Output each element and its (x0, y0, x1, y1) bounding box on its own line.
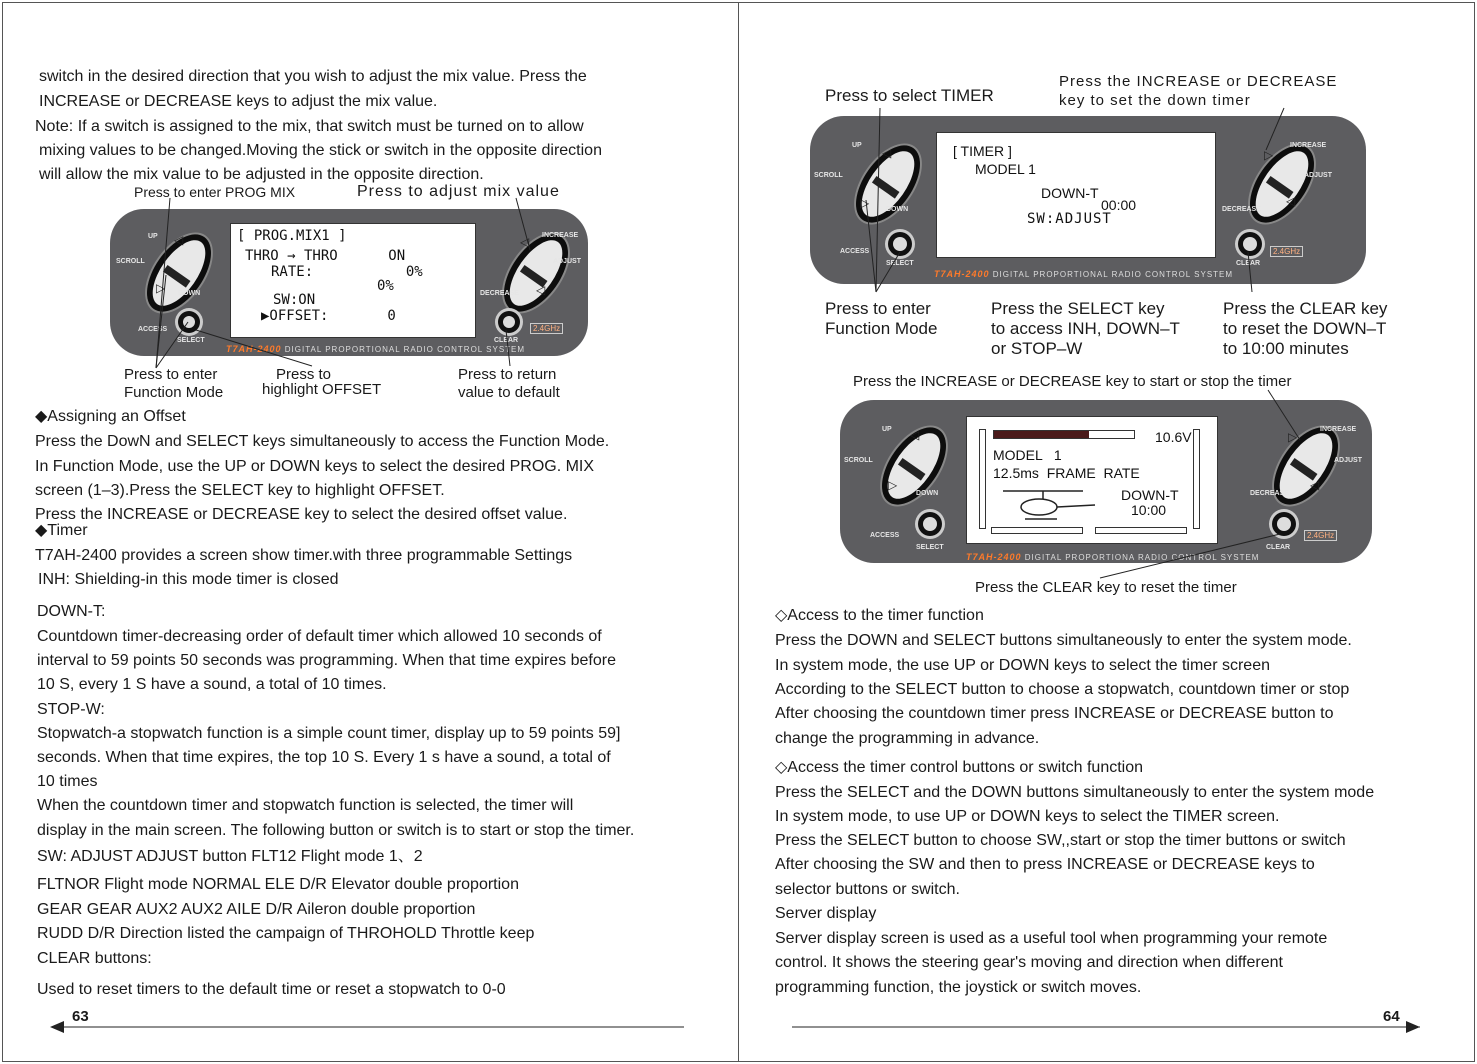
body-line: 10 S, every 1 S have a sound, a total of 10 times. (37, 676, 387, 693)
label-select: SELECT (177, 337, 205, 344)
intro-line: switch in the desired direction that you wish to adjust the mix value. Press the (39, 68, 587, 85)
increase-arrow-icon: ◁ (520, 235, 530, 249)
body-line: seconds. When that time expires, the top 10 S. Every 1 s have a sound, a total of (37, 749, 611, 766)
decrease-arrow-icon: ◁ (536, 283, 546, 297)
heading-server-display: Server display (775, 905, 877, 922)
label-scroll: SCROLL (116, 258, 145, 265)
label-select: SELECT (886, 260, 914, 267)
label-down: DOWN (886, 206, 909, 213)
down-arrow-icon: ▷ (156, 281, 166, 295)
screen-title: [ PROG.MIX1 ] (237, 228, 347, 244)
screen-title: [ TIMER ] (953, 143, 1012, 159)
brand-model: T7AH-2400 (934, 269, 990, 279)
down-t-readout: DOWN-T (1121, 487, 1179, 503)
body-line: After choosing the SW and then to press INCREASE or DECREASE keys to (775, 856, 1315, 873)
up-arrow-icon: ◁ (910, 428, 920, 442)
body-line: T7AH-2400 provides a screen show timer.with three programmable Settings (35, 547, 573, 564)
body-line: interval to 59 points 50 seconds was programming. When that time expires before (37, 652, 616, 669)
body-line: STOP-W: (37, 701, 105, 718)
body-line: FLTNOR Flight mode NORMAL ELE D/R Elevator double proportion (37, 876, 519, 893)
screen-sw: SW:ADJUST (1027, 211, 1112, 227)
body-line: CLEAR buttons: (37, 950, 152, 967)
heading-assigning-offset: ◆Assigning an Offset (35, 408, 186, 425)
brand-text: DIGITAL PROPORTIONA RADIO CONTROL SYSTEM (1024, 553, 1260, 562)
down-arrow-icon: ▷ (888, 478, 898, 492)
intro-line: will allow the mix value to be adjusted in the opposite direction. (39, 166, 484, 183)
callout-highlight-offset-1: Press to (276, 366, 332, 383)
label-clear: CLEAR (1266, 544, 1291, 551)
body-line: 10 times (37, 773, 98, 790)
screen-line: 0% (377, 278, 394, 294)
body-line: programming function, the joystick or switch moves. (775, 979, 1142, 996)
intro-line: mixing values to be changed.Moving the stick or switch in the opposite direction (39, 142, 602, 159)
body-line: Press the DOWN and SELECT buttons simultaneously to enter the system mode. (775, 632, 1352, 649)
time-readout: 10:00 (1131, 502, 1167, 518)
callout-clear-key-2: to reset the DOWN–T (1223, 319, 1387, 338)
body-line: SW: ADJUST ADJUST button FLT12 Flight mode 1、2 (37, 848, 423, 865)
label-select: SELECT (916, 544, 944, 551)
up-arrow-icon: ◁ (174, 233, 184, 247)
body-line: display in the main screen. The following button or switch is to start or stop the timer. (37, 822, 635, 839)
body-line: INH: Shielding-in this mode timer is closed (38, 571, 339, 588)
body-line: In system mode, to use UP or DOWN keys to select the TIMER screen. (775, 808, 1280, 825)
body-line: Server display screen is used as a useful tool when programming your remote (775, 930, 1328, 947)
ghz-badge: 2.4GHz (1270, 246, 1303, 257)
callout-enter-prog-mix: Press to enter PROG MIX (134, 184, 296, 200)
decrease-arrow-icon: ◁ (1310, 478, 1320, 492)
label-decrease: DECREASE (1250, 490, 1289, 497)
label-increase: INCREASE (542, 232, 579, 239)
body-line: screen (1–3).Press the SELECT key to highlight OFFSET. (35, 482, 445, 499)
callout-clear-key-3: to 10:00 minutes (1223, 339, 1349, 358)
callout-set-down-2: key to set the down timer (1059, 92, 1251, 109)
increase-arrow-icon: ▷ (1264, 148, 1274, 162)
label-clear: CLEAR (494, 337, 519, 344)
heading-timer-control: ◇Access the timer control buttons or switch function (775, 759, 1144, 776)
screen-model: MODEL 1 (975, 161, 1036, 177)
frame-rate-readout: 12.5ms FRAME RATE (993, 465, 1140, 481)
label-scroll: SCROLL (814, 172, 843, 179)
callout-return-default-2: value to default (458, 384, 560, 401)
callout-enter-function-1: Press to enter (825, 299, 931, 318)
label-down: DOWN (916, 490, 939, 497)
label-adjust: ADJUST (1304, 172, 1333, 179)
label-up: UP (852, 142, 862, 149)
brand-text: DIGITAL PROPORTIONAL RADIO CONTROL SYSTEM (284, 345, 526, 354)
label-access: ACCESS (138, 326, 168, 333)
label-scroll: SCROLL (844, 457, 873, 464)
body-line: Press the SELECT button to choose SW,,start or stop the timer buttons or switch (775, 832, 1346, 849)
label-up: UP (148, 233, 158, 240)
label-access: ACCESS (840, 248, 870, 255)
brand-text: DIGITAL PROPORTIONAL RADIO CONTROL SYSTEM (992, 270, 1234, 279)
body-line: In system mode, the use UP or DOWN keys to select the timer screen (775, 657, 1270, 674)
callout-reset-timer: Press the CLEAR key to reset the timer (975, 579, 1237, 596)
label-increase: INCREASE (1290, 142, 1327, 149)
body-line: When the countdown timer and stopwatch function is selected, the timer will (37, 797, 574, 814)
label-increase: INCREASE (1320, 426, 1357, 433)
callout-return-default-1: Press to return (458, 366, 557, 383)
heading-timer: ◆Timer (35, 522, 88, 539)
callout-start-stop: Press the INCREASE or DECREASE key to start or stop the timer (853, 373, 1292, 390)
callout-select-key-3: or STOP–W (991, 339, 1083, 358)
callout-select-key-1: Press the SELECT key (991, 299, 1165, 318)
intro-line: Note: If a switch is assigned to the mix, that switch must be turned on to allow (35, 118, 584, 135)
down-arrow-icon: ▷ (860, 196, 870, 210)
body-line: RUDD D/R Direction listed the campaign of THROHOLD Throttle keep (37, 925, 535, 942)
voltage-readout: 10.6V (1155, 429, 1192, 445)
body-line: change the programming in advance. (775, 730, 1040, 747)
body-line: DOWN-T: (37, 603, 106, 620)
body-line: Press the SELECT and the DOWN buttons simultaneously to enter the system mode (775, 784, 1375, 801)
body-line: In Function Mode, use the UP or DOWN keys to select the desired PROG. MIX (35, 458, 595, 475)
body-line: Stopwatch-a stopwatch function is a simple count timer, display up to 59 points 59] (37, 725, 621, 742)
body-line: GEAR GEAR AUX2 AUX2 AILE D/R Aileron double proportion (37, 901, 476, 918)
brand-model: T7AH-2400 (966, 552, 1022, 562)
ghz-badge: 2.4GHz (1304, 530, 1337, 541)
decrease-arrow-icon: ◁ (1286, 194, 1296, 208)
page-number-left: 63 (72, 1008, 89, 1025)
screen-line: RATE: 0% (271, 264, 423, 280)
screen-line: ▶OFFSET: 0 (261, 308, 396, 324)
increase-arrow-icon: ▷ (1288, 430, 1298, 444)
brand-model: T7AH-2400 (226, 344, 282, 354)
screen-down-t: DOWN-T (1041, 185, 1099, 201)
callout-enter-function-2: Function Mode (124, 384, 224, 401)
callout-clear-key-1: Press the CLEAR key (1223, 299, 1388, 318)
label-decrease: DECREASE (1222, 206, 1261, 213)
body-line: Used to reset timers to the default time or reset a stopwatch to 0-0 (37, 981, 506, 998)
screen-time: 00:00 (1101, 197, 1137, 213)
label-down: DOWN (178, 290, 201, 297)
heading-access-timer: ◇Access to the timer function (775, 607, 984, 624)
label-adjust: ADJUST (1334, 457, 1363, 464)
body-line: selector buttons or switch. (775, 881, 960, 898)
up-arrow-icon: ◁ (882, 146, 892, 160)
callout-select-timer: Press to select TIMER (825, 86, 994, 105)
callout-set-down-1: Press the INCREASE or DECREASE (1059, 73, 1338, 90)
screen-line: SW:ON (273, 292, 316, 308)
body-line: Press the DowN and SELECT keys simultaneously to access the Function Mode. (35, 433, 610, 450)
body-line: After choosing the countdown timer press INCREASE or DECREASE button to (775, 705, 1334, 722)
page-number-right: 64 (1383, 1008, 1400, 1025)
ghz-badge: 2.4GHz (530, 323, 563, 334)
intro-line: INCREASE or DECREASE keys to adjust the mix value. (39, 93, 438, 110)
label-access: ACCESS (870, 532, 900, 539)
callout-enter-function-1: Press to enter (124, 366, 218, 383)
callout-adjust-mix: Press to adjust mix value (357, 183, 560, 200)
label-decrease: DECREASE (480, 290, 519, 297)
body-line: According to the SELECT button to choose a stopwatch, countdown timer or stop (775, 681, 1350, 698)
model-readout: MODEL 1 (993, 447, 1062, 463)
callout-enter-function-2: Function Mode (825, 319, 938, 338)
body-line: Press the INCREASE or DECREASE key to select the desired offset value. (35, 506, 568, 523)
screen-line: THRO → THRO ON (245, 248, 406, 264)
body-line: control. It shows the steering gear's moving and direction when different (775, 954, 1283, 971)
callout-highlight-offset-2: highlight OFFSET (262, 381, 382, 398)
label-adjust: ADJUST (553, 258, 582, 265)
body-line: Countdown timer-decreasing order of default timer which allowed 10 seconds of (37, 628, 602, 645)
label-clear: CLEAR (1236, 260, 1261, 267)
callout-select-key-2: to access INH, DOWN–T (991, 319, 1180, 338)
label-up: UP (882, 426, 892, 433)
